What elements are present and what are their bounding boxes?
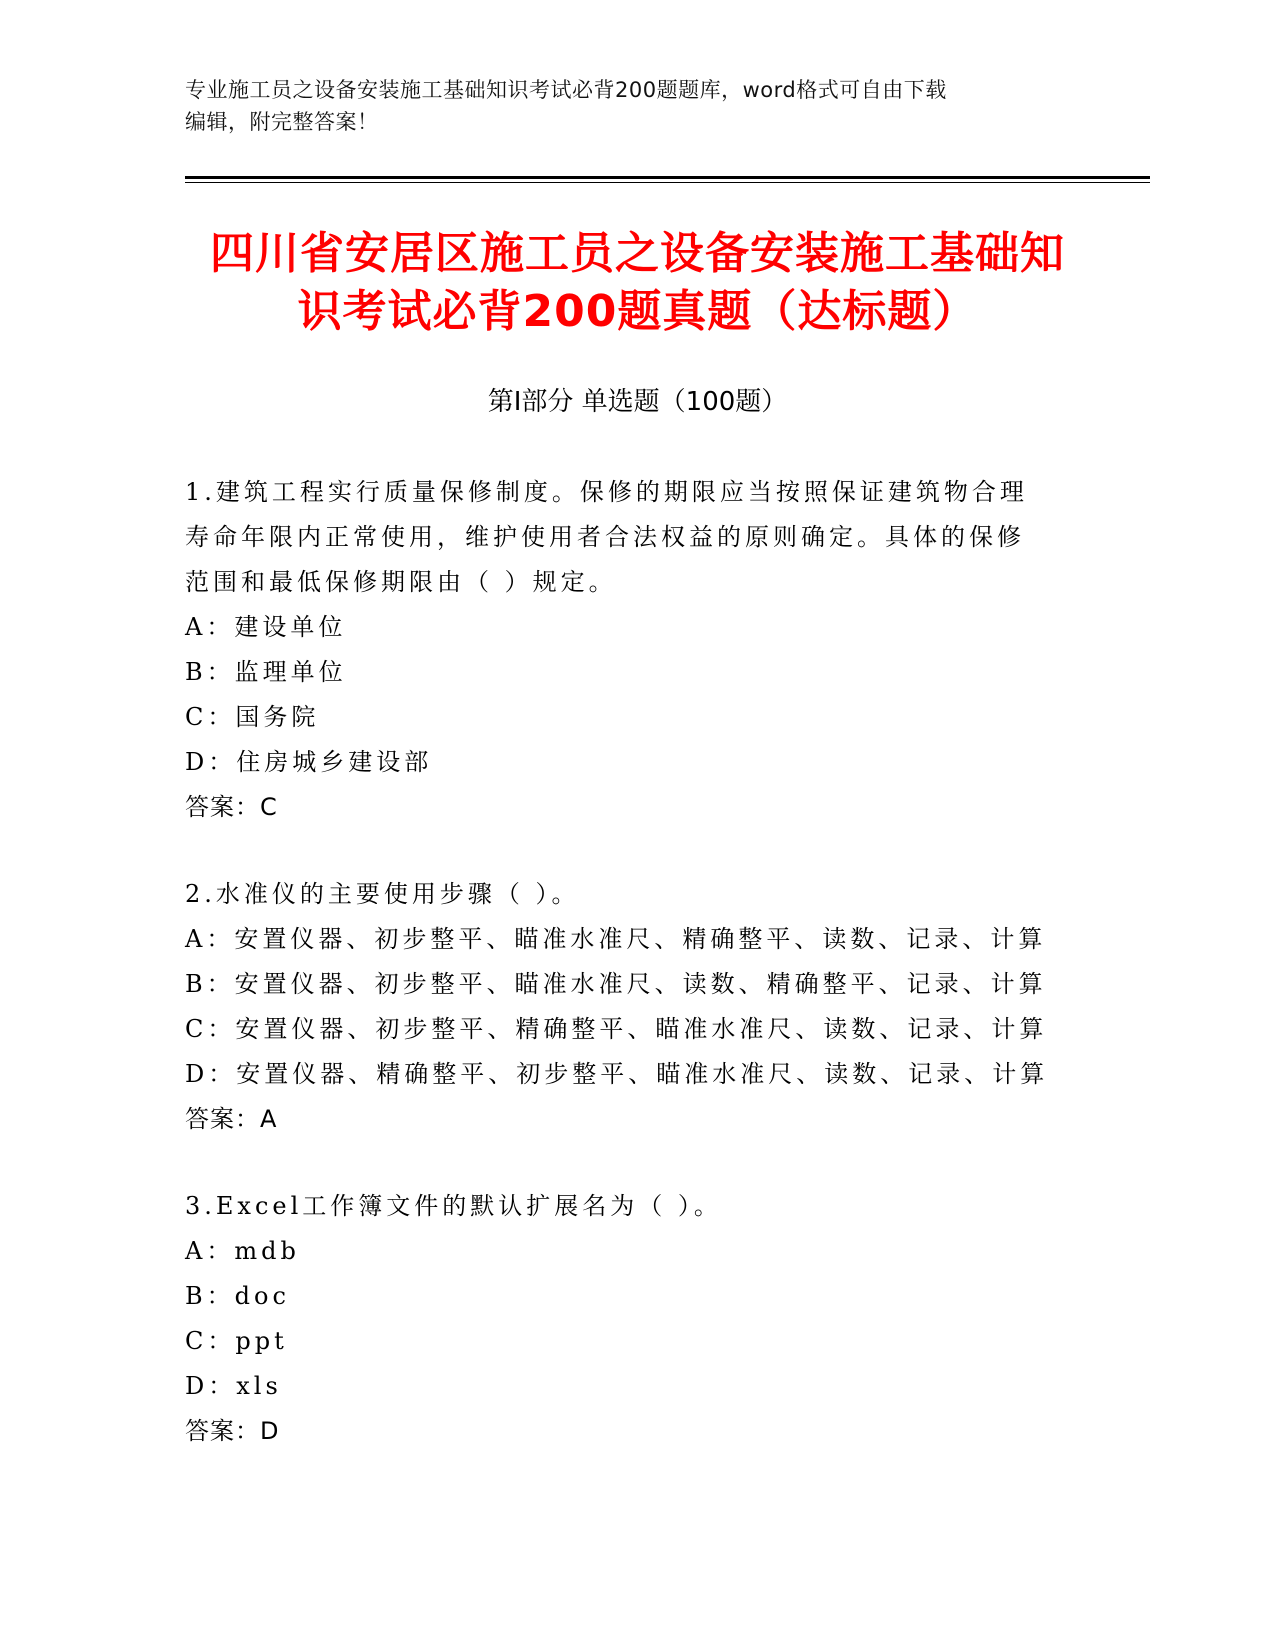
question-list <box>185 470 1085 1454</box>
option-b: B：安置仪器、初步整平、瞄准水准尺、读数、精确整平、记录、计算 <box>185 970 1047 998</box>
question-block <box>185 470 1085 830</box>
question-spacer <box>185 1142 1085 1184</box>
question-stem-line: 1.建筑工程实行质量保修制度。保修的期限应当按照保证建筑物合理 <box>185 478 1028 506</box>
header-divider-thin <box>185 182 1150 183</box>
header-note <box>185 74 1085 138</box>
header-divider-thick <box>185 176 1150 179</box>
option-d: D：xls <box>185 1372 282 1400</box>
answer-label: 答案：A <box>185 1105 278 1133</box>
document-title-line-1: 四川省安居区施工员之设备安装施工基础知 <box>210 228 1065 279</box>
header-note-line-2: 编辑，附完整答案！ <box>185 110 379 134</box>
answer-label: 答案：C <box>185 793 278 821</box>
question-block <box>185 872 1085 1142</box>
section-heading: 第I部分 单选题（100题） <box>487 387 788 417</box>
document-title <box>150 225 1125 341</box>
question-stem-line: 范围和最低保修期限由（ ）规定。 <box>185 568 617 596</box>
answer-label: 答案：D <box>185 1417 280 1445</box>
question-spacer <box>185 830 1085 872</box>
option-c: C：ppt <box>185 1327 288 1355</box>
question-stem-line: 2.水准仪的主要使用步骤（ ）。 <box>185 880 580 908</box>
option-b: B：监理单位 <box>185 658 347 686</box>
document-title-line-2: 识考试必背200题真题（达标题） <box>297 286 978 337</box>
question-stem-line: 寿命年限内正常使用，维护使用者合法权益的原则确定。具体的保修 <box>185 523 1025 551</box>
header-note-line-1: 专业施工员之设备安装施工基础知识考试必背200题题库，word格式可自由下载 <box>185 78 947 102</box>
question-block <box>185 1184 1085 1454</box>
option-a: A：建设单位 <box>185 613 347 641</box>
option-d: D：住房城乡建设部 <box>185 748 433 776</box>
option-d: D：安置仪器、精确整平、初步整平、瞄准水准尺、读数、记录、计算 <box>185 1060 1049 1088</box>
option-a: A：安置仪器、初步整平、瞄准水准尺、精确整平、读数、记录、计算 <box>185 925 1047 953</box>
option-b: B：doc <box>185 1282 290 1310</box>
question-stem-line: 3.Excel工作簿文件的默认扩展名为（ ）。 <box>185 1192 722 1220</box>
option-a: A：mdb <box>185 1237 300 1265</box>
option-c: C：国务院 <box>185 703 320 731</box>
option-c: C：安置仪器、初步整平、精确整平、瞄准水准尺、读数、记录、计算 <box>185 1015 1048 1043</box>
